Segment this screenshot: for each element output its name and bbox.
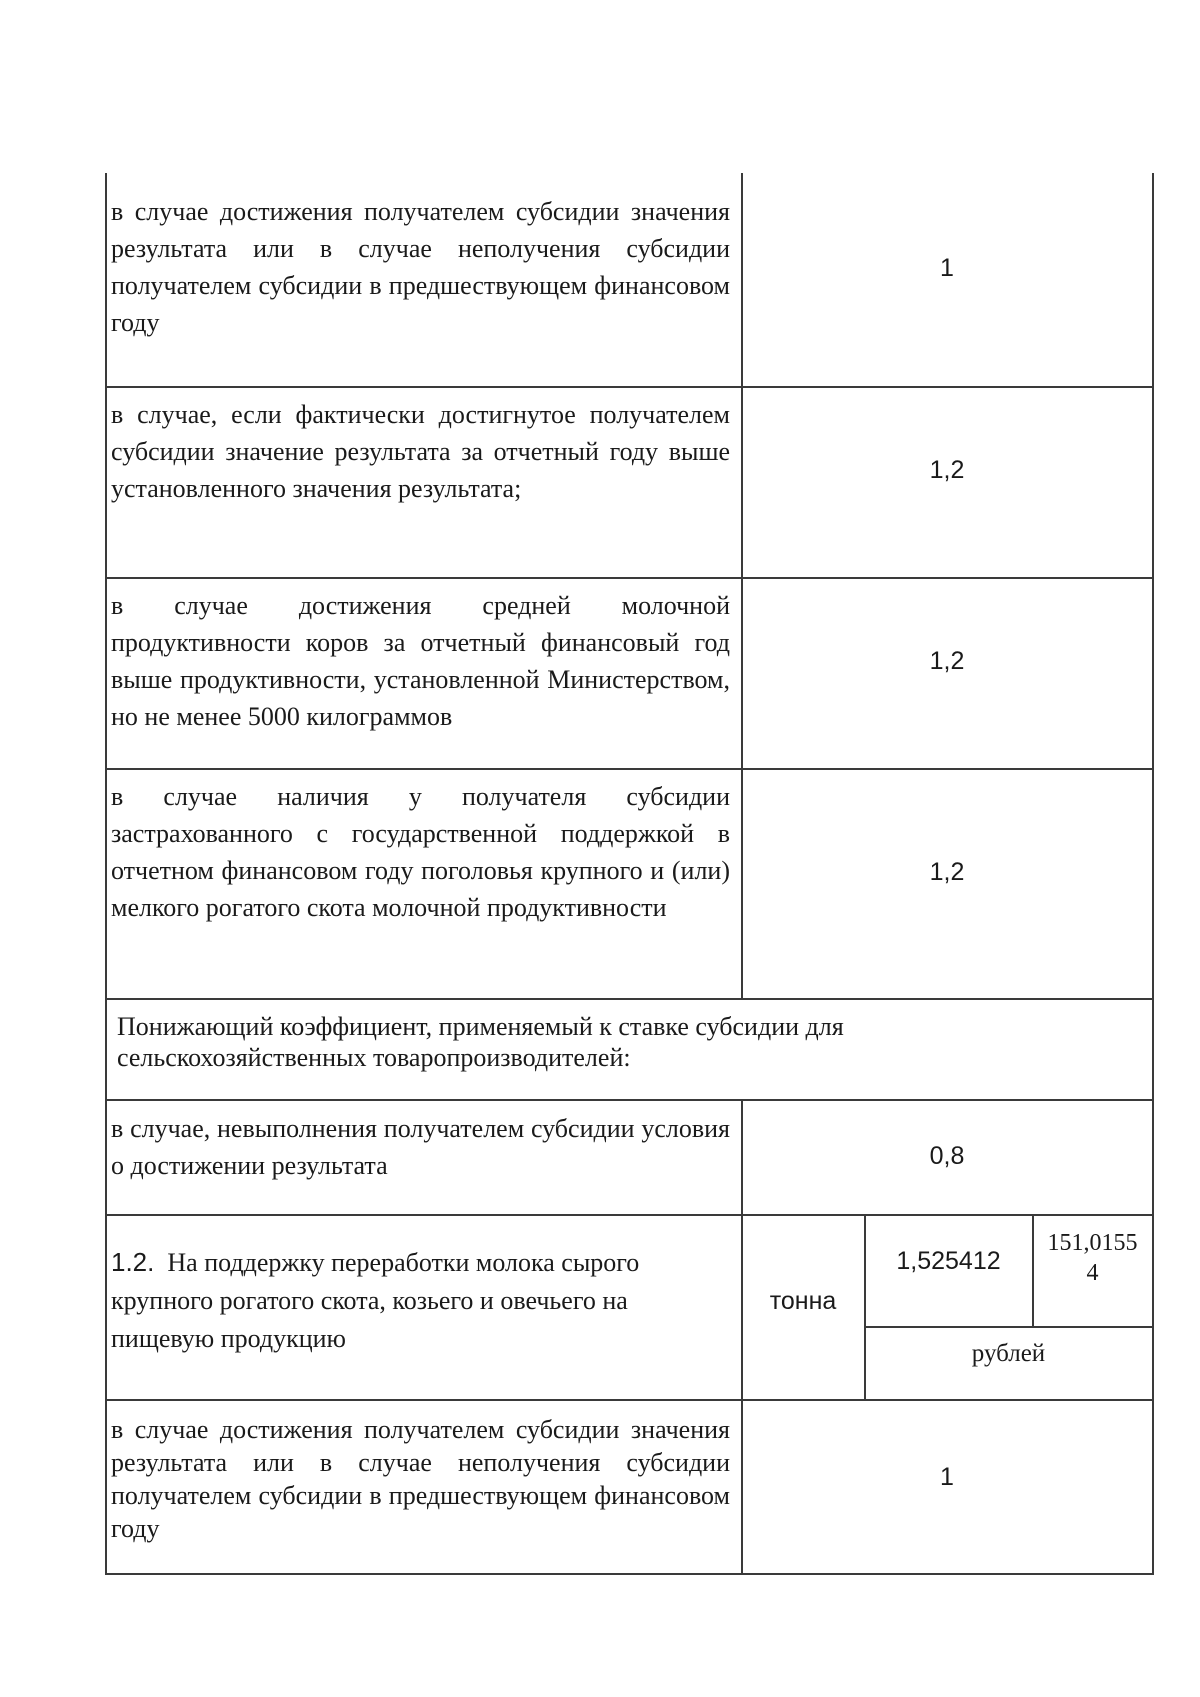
table-cell-coefficient: 1,2: [929, 647, 965, 675]
table-column-divider: [864, 1215, 866, 1400]
item-number: 1.2.: [111, 1247, 155, 1277]
amount-unit-cell: рублей: [971, 1340, 1046, 1367]
table-row-divider: [864, 1326, 1153, 1328]
table-row-divider: [105, 998, 1153, 1000]
section-header: [117, 1011, 1137, 1073]
table-border-left: [105, 173, 107, 1575]
table-cell-coefficient: 1: [940, 254, 954, 282]
item-1-2-line: [111, 1243, 731, 1282]
table-row-divider: [105, 1399, 1153, 1401]
amount-line: 151,0155: [1047, 1230, 1138, 1256]
table-row-divider: [105, 768, 1153, 770]
table-cell-coefficient: 1,2: [929, 858, 965, 886]
item-1-2-description: [111, 1243, 731, 1358]
table-cell-coefficient: 1: [940, 1463, 954, 1491]
table-cell-coefficient: 1,2: [929, 456, 965, 484]
table-row-divider: [105, 1214, 1153, 1216]
section-header-line: Понижающий коэффициент, применяемый к ставке субсидии для: [117, 1012, 844, 1041]
item-1-2-line: пищевую продукцию: [111, 1324, 346, 1353]
table-row-divider: [105, 1099, 1153, 1101]
table-cell-condition: в случае достижения получателем субсидии значения результата или в случае неполучения субсидии получателем субсидии в предшествующем финансовом году: [111, 1415, 730, 1543]
table-cell-condition: в случае, если фактически достигнутое получателем субсидии значение результата за отчетный году выше установленного значения результата;: [111, 400, 730, 503]
table-cell-condition: в случае, невыполнения получателем субсидии условия о достижении результата: [111, 1114, 730, 1180]
table-column-divider: [741, 1101, 743, 1575]
table-row-divider: [105, 386, 1153, 388]
unit-cell: тонна: [769, 1287, 837, 1315]
rate-cell: 1,525412: [896, 1247, 1001, 1275]
table-cell-condition: в случае достижения получателем субсидии значения результата или в случае неполучения субсидии получателем субсидии в предшествующем финансовом году: [111, 197, 730, 337]
table-cell-coefficient: 0,8: [929, 1142, 965, 1170]
item-1-2-line: крупного рогатого скота, козьего и овечьего на: [111, 1286, 628, 1315]
amount-cell: [1033, 1228, 1152, 1288]
table-border-right: [1152, 173, 1154, 1575]
amount-line: 4: [1086, 1260, 1099, 1286]
section-header-line: сельскохозяйственных товаропроизводителей:: [117, 1043, 631, 1072]
table-border-bottom: [105, 1573, 1153, 1575]
item-title: На поддержку переработки молока сырого: [167, 1248, 640, 1277]
table-cell-condition: в случае наличия у получателя субсидии застрахованного с государственной поддержкой в отчетном финансовом году поголовья крупного и (или) мелкого рогатого скота молочной продуктивности: [111, 782, 730, 922]
table-cell-condition: в случае достижения средней молочной продуктивности коров за отчетный финансовый год выше продуктивности, установленной Министерством, но не менее 5000 килограммов: [111, 591, 730, 731]
table-row-divider: [105, 577, 1153, 579]
